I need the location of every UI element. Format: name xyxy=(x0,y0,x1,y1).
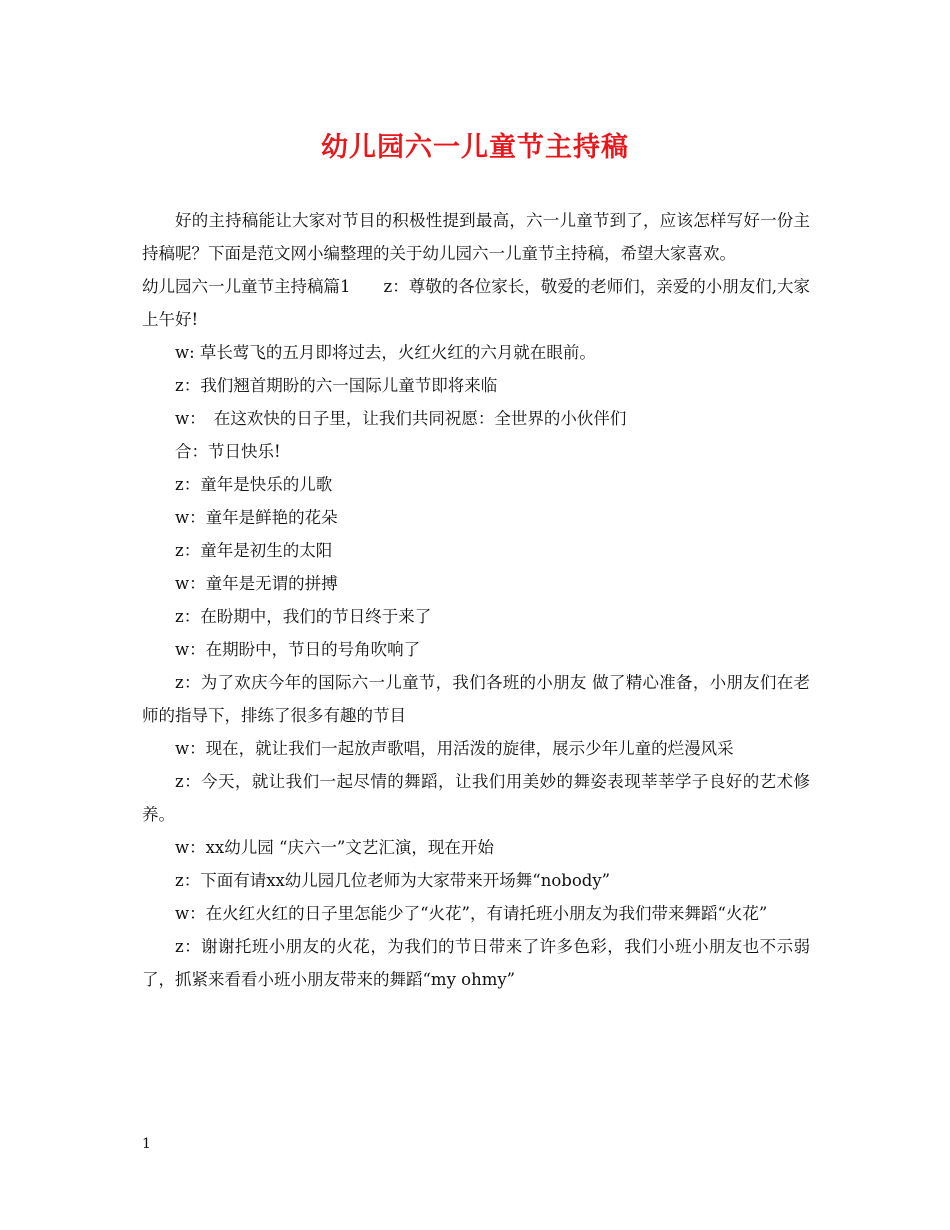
paragraph: 好的主持稿能让大家对节目的积极性提到最高，六一儿童节到了，应该怎样写好一份主持稿呢？下面是范文网小编整理的关于幼儿园六一儿童节主持稿，希望大家喜欢。 xyxy=(142,211,810,263)
paragraph: w: 草长莺飞的五月即将过去，火红火红的六月就在眼前。 xyxy=(175,343,596,362)
paragraph: w： 在这欢快的日子里，让我们共同祝愿：全世界的小伙伴们 xyxy=(175,409,627,428)
paragraph: w：童年是鲜艳的花朵 xyxy=(175,508,338,527)
paragraph: z：在盼期中，我们的节日终于来了 xyxy=(175,607,432,626)
paragraph: z：今天，就让我们一起尽情的舞蹈，让我们用美妙的舞姿表现莘莘学子良好的艺术修养。 xyxy=(142,772,810,824)
paragraph: z：童年是快乐的儿歌 xyxy=(175,475,333,494)
paragraph: 幼儿园六一儿童节主持稿篇1 z：尊敬的各位家长，敬爱的老师们，亲爱的小朋友们,大家上午好! xyxy=(142,277,810,329)
document-title: 幼儿园六一儿童节主持稿 xyxy=(321,132,629,163)
paragraph: z：下面有请xx幼儿园几位老师为大家带来开场舞“nobody” xyxy=(175,871,611,890)
paragraph: 合：节日快乐! xyxy=(175,442,281,461)
paragraph: z：为了欢庆今年的国际六一儿童节，我们各班的小朋友 做了精心准备，小朋友们在老师的指导下，排练了很多有趣的节目 xyxy=(142,673,810,725)
paragraph: w：xx幼儿园 “庆六一”文艺汇演，现在开始 xyxy=(175,838,494,857)
paragraph: w：在期盼中，节日的号角吹响了 xyxy=(175,640,421,659)
paragraph: z：谢谢托班小朋友的火花，为我们的节日带来了许多色彩，我们小班小朋友也不示弱了，抓紧来看看小班小朋友带来的舞蹈“my ohmy” xyxy=(142,937,810,989)
paragraph: w：现在，就让我们一起放声歌唱，用活泼的旋律，展示少年儿童的烂漫风采 xyxy=(175,739,734,758)
page-number: 1 xyxy=(142,1136,151,1152)
document-body xyxy=(142,204,810,996)
paragraph: w：童年是无谓的拼搏 xyxy=(175,574,338,593)
paragraph: w：在火红火红的日子里怎能少了“火花”，有请托班小朋友为我们带来舞蹈“火花” xyxy=(175,904,768,923)
paragraph: z：童年是初生的太阳 xyxy=(175,541,333,560)
paragraph: z：我们翘首期盼的六一国际儿童节即将来临 xyxy=(175,376,498,395)
